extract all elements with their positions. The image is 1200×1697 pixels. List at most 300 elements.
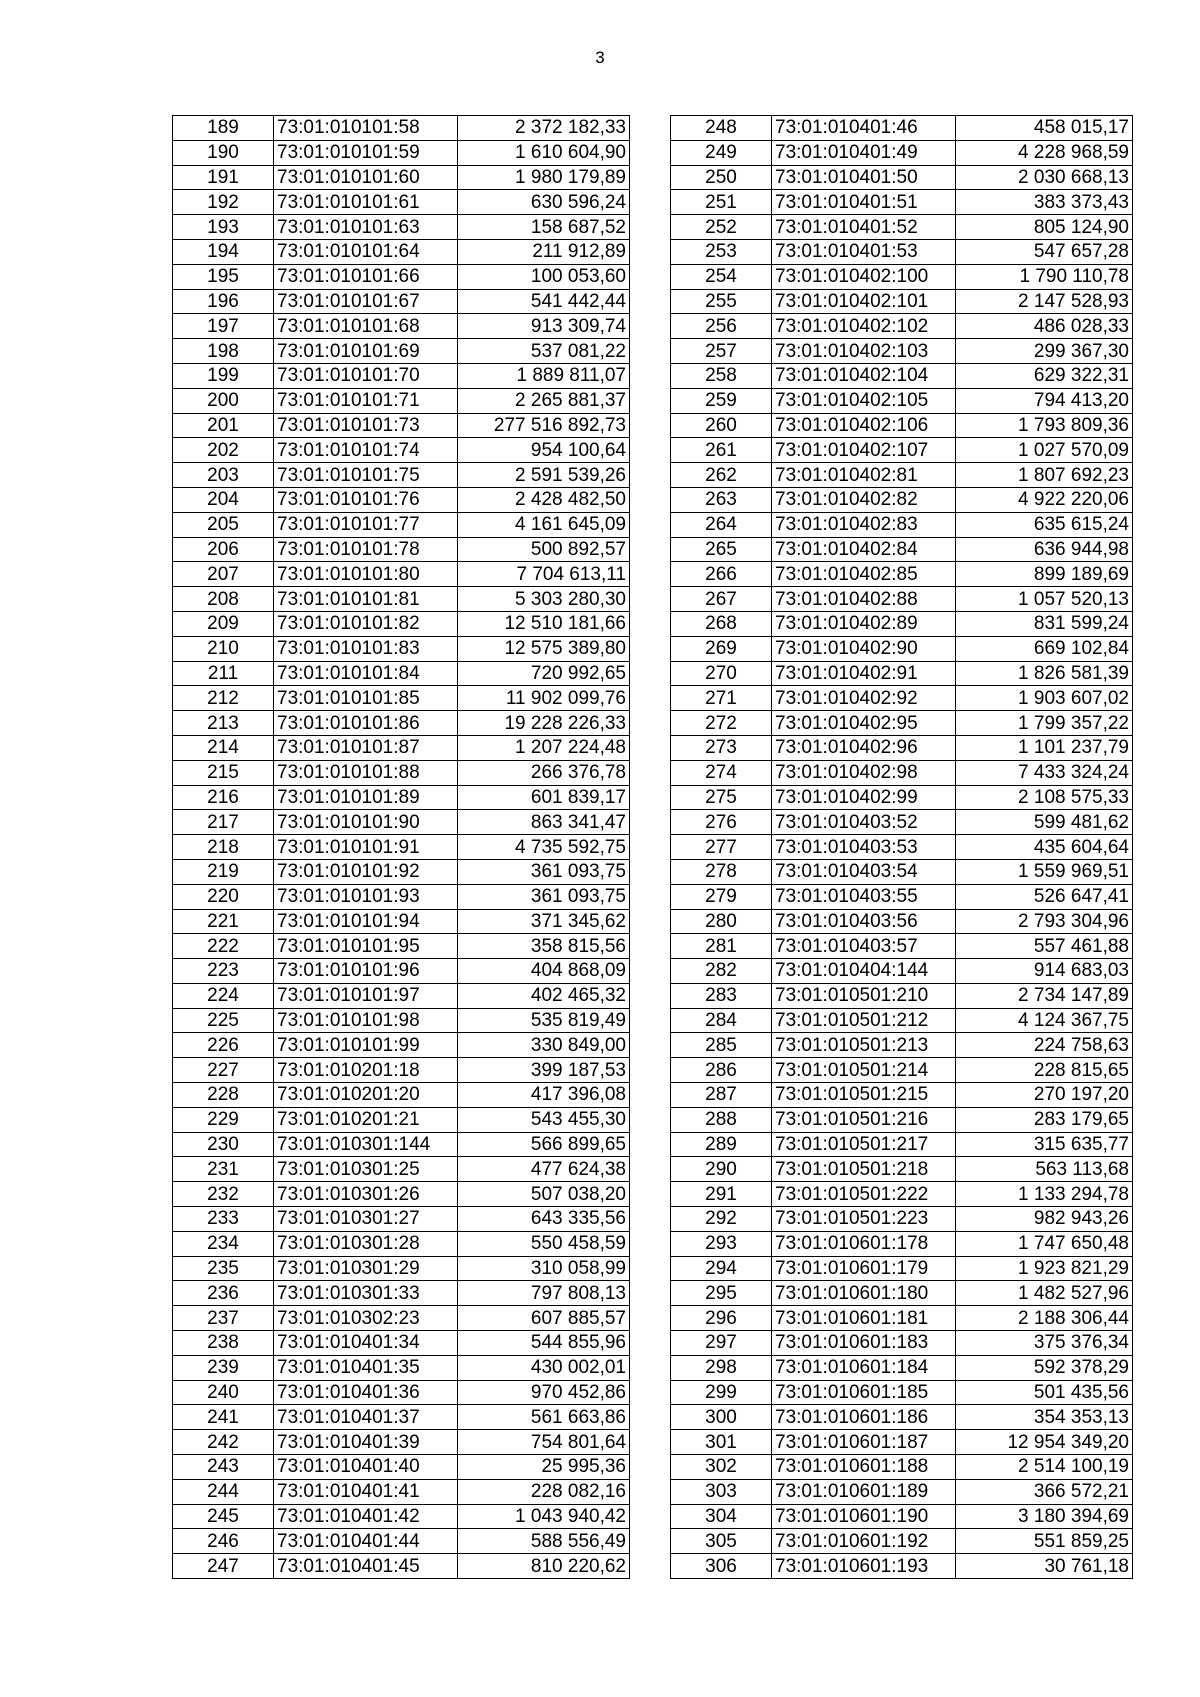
table-row (173, 611, 630, 636)
cadastral-number-cell: 73:01:010101:83 (274, 636, 458, 661)
cadastral-number-cell: 73:01:010101:75 (274, 463, 458, 488)
cadastral-number-cell: 73:01:010601:184 (772, 1355, 956, 1380)
table-row (671, 1008, 1133, 1033)
row-number-cell: 263 (671, 487, 772, 512)
cadastral-number-cell: 73:01:010101:61 (274, 190, 458, 215)
value-cell: 1 793 809,36 (956, 413, 1133, 438)
row-number-cell: 233 (173, 1207, 274, 1232)
value-cell: 1 027 570,09 (956, 438, 1133, 463)
row-number-cell: 288 (671, 1107, 772, 1132)
row-number-cell: 213 (173, 711, 274, 736)
row-number-cell: 250 (671, 165, 772, 190)
table-row (173, 1132, 630, 1157)
row-number-cell: 303 (671, 1479, 772, 1504)
cadastral-number-cell: 73:01:010601:178 (772, 1231, 956, 1256)
cadastral-number-cell: 73:01:010101:96 (274, 959, 458, 984)
value-cell: 2 030 668,13 (956, 165, 1133, 190)
row-number-cell: 264 (671, 512, 772, 537)
cadastral-number-cell: 73:01:010101:88 (274, 760, 458, 785)
value-cell: 458 015,17 (956, 116, 1133, 141)
value-cell: 1 923 821,29 (956, 1256, 1133, 1281)
value-cell: 19 228 226,33 (458, 711, 630, 736)
cadastral-number-cell: 73:01:010501:223 (772, 1207, 956, 1232)
table-row (671, 140, 1133, 165)
cadastral-number-cell: 73:01:010501:217 (772, 1132, 956, 1157)
value-cell: 4 228 968,59 (956, 140, 1133, 165)
cadastral-number-cell: 73:01:010501:215 (772, 1083, 956, 1108)
cadastral-number-cell: 73:01:010401:50 (772, 165, 956, 190)
row-number-cell: 299 (671, 1380, 772, 1405)
value-cell: 970 452,86 (458, 1380, 630, 1405)
table-row (671, 1380, 1133, 1405)
row-number-cell: 272 (671, 711, 772, 736)
value-cell: 402 465,32 (458, 983, 630, 1008)
row-number-cell: 298 (671, 1355, 772, 1380)
row-number-cell: 293 (671, 1231, 772, 1256)
value-cell: 12 510 181,66 (458, 611, 630, 636)
table-row (671, 884, 1133, 909)
cadastral-number-cell: 73:01:010601:192 (772, 1529, 956, 1554)
value-cell: 2 591 539,26 (458, 463, 630, 488)
row-number-cell: 246 (173, 1529, 274, 1554)
row-number-cell: 225 (173, 1008, 274, 1033)
row-number-cell: 300 (671, 1405, 772, 1430)
value-cell: 599 481,62 (956, 810, 1133, 835)
cadastral-number-cell: 73:01:010301:28 (274, 1231, 458, 1256)
cadastral-number-cell: 73:01:010501:214 (772, 1058, 956, 1083)
cadastral-number-cell: 73:01:010301:144 (274, 1132, 458, 1157)
row-number-cell: 278 (671, 859, 772, 884)
cadastral-number-cell: 73:01:010101:86 (274, 711, 458, 736)
table-row (173, 363, 630, 388)
cadastral-number-cell: 73:01:010403:57 (772, 934, 956, 959)
value-cell: 11 902 099,76 (458, 686, 630, 711)
cadastral-number-cell: 73:01:010101:64 (274, 239, 458, 264)
value-cell: 797 808,13 (458, 1281, 630, 1306)
cadastral-number-cell: 73:01:010403:53 (772, 835, 956, 860)
value-cell: 371 345,62 (458, 909, 630, 934)
value-cell: 158 687,52 (458, 215, 630, 240)
cadastral-number-cell: 73:01:010201:18 (274, 1058, 458, 1083)
value-cell: 277 516 892,73 (458, 413, 630, 438)
value-cell: 805 124,90 (956, 215, 1133, 240)
cadastral-number-cell: 73:01:010101:67 (274, 289, 458, 314)
table-row (173, 388, 630, 413)
cadastral-number-cell: 73:01:010101:71 (274, 388, 458, 413)
cadastral-number-cell: 73:01:010101:85 (274, 686, 458, 711)
table-row (671, 735, 1133, 760)
row-number-cell: 296 (671, 1306, 772, 1331)
table-row (173, 1008, 630, 1033)
row-number-cell: 214 (173, 735, 274, 760)
cadastral-number-cell: 73:01:010101:77 (274, 512, 458, 537)
table-row (173, 1058, 630, 1083)
row-number-cell: 242 (173, 1430, 274, 1455)
row-number-cell: 252 (671, 215, 772, 240)
row-number-cell: 285 (671, 1033, 772, 1058)
cadastral-number-cell: 73:01:010101:78 (274, 537, 458, 562)
value-cell: 561 663,86 (458, 1405, 630, 1430)
table-row (671, 438, 1133, 463)
value-cell: 643 335,56 (458, 1207, 630, 1232)
cadastral-number-cell: 73:01:010601:180 (772, 1281, 956, 1306)
table-row (173, 636, 630, 661)
table-row (671, 1182, 1133, 1207)
cadastral-number-cell: 73:01:010401:35 (274, 1355, 458, 1380)
row-number-cell: 297 (671, 1331, 772, 1356)
cadastral-number-cell: 73:01:010101:68 (274, 314, 458, 339)
cadastral-number-cell: 73:01:010402:90 (772, 636, 956, 661)
table-row (173, 413, 630, 438)
cadastral-table-left (172, 115, 630, 1579)
value-cell: 486 028,33 (956, 314, 1133, 339)
value-cell: 557 461,88 (956, 934, 1133, 959)
row-number-cell: 251 (671, 190, 772, 215)
row-number-cell: 260 (671, 413, 772, 438)
row-number-cell: 273 (671, 735, 772, 760)
row-number-cell: 216 (173, 785, 274, 810)
table-row (671, 835, 1133, 860)
row-number-cell: 238 (173, 1331, 274, 1356)
value-cell: 1 133 294,78 (956, 1182, 1133, 1207)
table-row (671, 537, 1133, 562)
cadastral-number-cell: 73:01:010101:91 (274, 835, 458, 860)
row-number-cell: 265 (671, 537, 772, 562)
row-number-cell: 305 (671, 1529, 772, 1554)
row-number-cell: 268 (671, 611, 772, 636)
row-number-cell: 286 (671, 1058, 772, 1083)
row-number-cell: 289 (671, 1132, 772, 1157)
row-number-cell: 209 (173, 611, 274, 636)
value-cell: 1 826 581,39 (956, 661, 1133, 686)
table-row (671, 190, 1133, 215)
table-row (671, 1058, 1133, 1083)
value-cell: 669 102,84 (956, 636, 1133, 661)
table-row (671, 909, 1133, 934)
cadastral-number-cell: 73:01:010402:92 (772, 686, 956, 711)
table-row (173, 1355, 630, 1380)
cadastral-number-cell: 73:01:010101:99 (274, 1033, 458, 1058)
row-number-cell: 279 (671, 884, 772, 909)
cadastral-number-cell: 73:01:010403:52 (772, 810, 956, 835)
row-number-cell: 245 (173, 1504, 274, 1529)
cadastral-number-cell: 73:01:010601:190 (772, 1504, 956, 1529)
value-cell: 863 341,47 (458, 810, 630, 835)
row-number-cell: 257 (671, 339, 772, 364)
table-row (671, 711, 1133, 736)
row-number-cell: 193 (173, 215, 274, 240)
table-row (671, 1355, 1133, 1380)
table-row (671, 239, 1133, 264)
cadastral-number-cell: 73:01:010301:33 (274, 1281, 458, 1306)
value-cell: 25 995,36 (458, 1455, 630, 1480)
row-number-cell: 228 (173, 1083, 274, 1108)
table-row (173, 487, 630, 512)
row-number-cell: 240 (173, 1380, 274, 1405)
table-row (173, 1306, 630, 1331)
cadastral-number-cell: 73:01:010101:63 (274, 215, 458, 240)
value-cell: 12 954 349,20 (956, 1430, 1133, 1455)
cadastral-number-cell: 73:01:010101:82 (274, 611, 458, 636)
row-number-cell: 221 (173, 909, 274, 934)
value-cell: 430 002,01 (458, 1355, 630, 1380)
table-row (671, 289, 1133, 314)
value-cell: 566 899,65 (458, 1132, 630, 1157)
row-number-cell: 280 (671, 909, 772, 934)
row-number-cell: 291 (671, 1182, 772, 1207)
value-cell: 2 147 528,93 (956, 289, 1133, 314)
table-row (173, 1157, 630, 1182)
value-cell: 541 442,44 (458, 289, 630, 314)
table-row (671, 314, 1133, 339)
table-row (671, 264, 1133, 289)
value-cell: 1 799 357,22 (956, 711, 1133, 736)
cadastral-number-cell: 73:01:010101:92 (274, 859, 458, 884)
value-cell: 270 197,20 (956, 1083, 1133, 1108)
value-cell: 2 188 306,44 (956, 1306, 1133, 1331)
table-row (173, 562, 630, 587)
table-row (671, 611, 1133, 636)
table-row (671, 1504, 1133, 1529)
value-cell: 2 793 304,96 (956, 909, 1133, 934)
row-number-cell: 255 (671, 289, 772, 314)
value-cell: 404 868,09 (458, 959, 630, 984)
value-cell: 228 815,65 (956, 1058, 1133, 1083)
row-number-cell: 306 (671, 1554, 772, 1579)
table-row (671, 1554, 1133, 1579)
table-row (173, 1207, 630, 1232)
value-cell: 2 734 147,89 (956, 983, 1133, 1008)
row-number-cell: 236 (173, 1281, 274, 1306)
row-number-cell: 198 (173, 339, 274, 364)
row-number-cell: 239 (173, 1355, 274, 1380)
table-row (671, 215, 1133, 240)
row-number-cell: 256 (671, 314, 772, 339)
value-cell: 914 683,03 (956, 959, 1133, 984)
value-cell: 375 376,34 (956, 1331, 1133, 1356)
cadastral-number-cell: 73:01:010401:52 (772, 215, 956, 240)
cadastral-number-cell: 73:01:010601:179 (772, 1256, 956, 1281)
value-cell: 526 647,41 (956, 884, 1133, 909)
cadastral-number-cell: 73:01:010101:74 (274, 438, 458, 463)
table-row (173, 983, 630, 1008)
value-cell: 607 885,57 (458, 1306, 630, 1331)
row-number-cell: 206 (173, 537, 274, 562)
cadastral-number-cell: 73:01:010101:80 (274, 562, 458, 587)
value-cell: 2 372 182,33 (458, 116, 630, 141)
value-cell: 954 100,64 (458, 438, 630, 463)
cadastral-number-cell: 73:01:010101:95 (274, 934, 458, 959)
value-cell: 899 189,69 (956, 562, 1133, 587)
cadastral-number-cell: 73:01:010402:106 (772, 413, 956, 438)
value-cell: 500 892,57 (458, 537, 630, 562)
table-row (173, 1479, 630, 1504)
row-number-cell: 274 (671, 760, 772, 785)
row-number-cell: 235 (173, 1256, 274, 1281)
table-row (671, 686, 1133, 711)
table-row (671, 487, 1133, 512)
cadastral-number-cell: 73:01:010201:20 (274, 1083, 458, 1108)
table-row (671, 983, 1133, 1008)
row-number-cell: 266 (671, 562, 772, 587)
table-row (671, 1331, 1133, 1356)
cadastral-number-cell: 73:01:010501:212 (772, 1008, 956, 1033)
page-number: 3 (595, 48, 605, 67)
row-number-cell: 290 (671, 1157, 772, 1182)
value-cell: 810 220,62 (458, 1554, 630, 1579)
row-number-cell: 302 (671, 1455, 772, 1480)
table-row (173, 934, 630, 959)
cadastral-number-cell: 73:01:010402:104 (772, 363, 956, 388)
value-cell: 4 161 645,09 (458, 512, 630, 537)
table-row (671, 760, 1133, 785)
row-number-cell: 275 (671, 785, 772, 810)
table-row (671, 1207, 1133, 1232)
row-number-cell: 247 (173, 1554, 274, 1579)
row-number-cell: 212 (173, 686, 274, 711)
value-cell: 477 624,38 (458, 1157, 630, 1182)
cadastral-number-cell: 73:01:010402:84 (772, 537, 956, 562)
row-number-cell: 218 (173, 835, 274, 860)
cadastral-number-cell: 73:01:010402:82 (772, 487, 956, 512)
value-cell: 399 187,53 (458, 1058, 630, 1083)
value-cell: 383 373,43 (956, 190, 1133, 215)
table-row (173, 1033, 630, 1058)
table-body-right (671, 116, 1133, 1579)
table-row (671, 1107, 1133, 1132)
row-number-cell: 220 (173, 884, 274, 909)
value-cell: 3 180 394,69 (956, 1504, 1133, 1529)
cadastral-number-cell: 73:01:010401:42 (274, 1504, 458, 1529)
value-cell: 30 761,18 (956, 1554, 1133, 1579)
cadastral-number-cell: 73:01:010302:23 (274, 1306, 458, 1331)
table-row (671, 562, 1133, 587)
table-row (671, 1083, 1133, 1108)
table-row (173, 1331, 630, 1356)
table-row (671, 1132, 1133, 1157)
value-cell: 551 859,25 (956, 1529, 1133, 1554)
row-number-cell: 281 (671, 934, 772, 959)
table-row (173, 239, 630, 264)
value-cell: 982 943,26 (956, 1207, 1133, 1232)
value-cell: 1 101 237,79 (956, 735, 1133, 760)
table-row (173, 735, 630, 760)
value-cell: 366 572,21 (956, 1479, 1133, 1504)
table-row (671, 1281, 1133, 1306)
row-number-cell: 210 (173, 636, 274, 661)
row-number-cell: 259 (671, 388, 772, 413)
table-row (671, 165, 1133, 190)
row-number-cell: 197 (173, 314, 274, 339)
table-row (671, 785, 1133, 810)
row-number-cell: 230 (173, 1132, 274, 1157)
cadastral-number-cell: 73:01:010403:55 (772, 884, 956, 909)
value-cell: 299 367,30 (956, 339, 1133, 364)
row-number-cell: 248 (671, 116, 772, 141)
value-cell: 1 207 224,48 (458, 735, 630, 760)
table-row (671, 413, 1133, 438)
table-row (173, 1380, 630, 1405)
table-row (173, 1430, 630, 1455)
table-row (671, 1479, 1133, 1504)
value-cell: 1 790 110,78 (956, 264, 1133, 289)
value-cell: 1 807 692,23 (956, 463, 1133, 488)
cadastral-number-cell: 73:01:010101:98 (274, 1008, 458, 1033)
row-number-cell: 231 (173, 1157, 274, 1182)
cadastral-number-cell: 73:01:010101:90 (274, 810, 458, 835)
row-number-cell: 270 (671, 661, 772, 686)
row-number-cell: 223 (173, 959, 274, 984)
table-body-left (173, 116, 630, 1579)
row-number-cell: 192 (173, 190, 274, 215)
cadastral-number-cell: 73:01:010101:87 (274, 735, 458, 760)
table-row (173, 835, 630, 860)
value-cell: 592 378,29 (956, 1355, 1133, 1380)
cadastral-number-cell: 73:01:010201:21 (274, 1107, 458, 1132)
value-cell: 601 839,17 (458, 785, 630, 810)
row-number-cell: 203 (173, 463, 274, 488)
cadastral-number-cell: 73:01:010101:94 (274, 909, 458, 934)
cadastral-number-cell: 73:01:010402:85 (772, 562, 956, 587)
value-cell: 630 596,24 (458, 190, 630, 215)
row-number-cell: 261 (671, 438, 772, 463)
value-cell: 1 889 811,07 (458, 363, 630, 388)
table-row (173, 959, 630, 984)
row-number-cell: 199 (173, 363, 274, 388)
value-cell: 4 124 367,75 (956, 1008, 1133, 1033)
table-row (173, 760, 630, 785)
row-number-cell: 244 (173, 1479, 274, 1504)
row-number-cell: 232 (173, 1182, 274, 1207)
cadastral-number-cell: 73:01:010402:98 (772, 760, 956, 785)
value-cell: 435 604,64 (956, 835, 1133, 860)
cadastral-number-cell: 73:01:010402:88 (772, 587, 956, 612)
row-number-cell: 229 (173, 1107, 274, 1132)
row-number-cell: 249 (671, 140, 772, 165)
cadastral-number-cell: 73:01:010401:37 (274, 1405, 458, 1430)
value-cell: 5 303 280,30 (458, 587, 630, 612)
table-row (173, 1455, 630, 1480)
cadastral-number-cell: 73:01:010401:46 (772, 116, 956, 141)
cadastral-number-cell: 73:01:010101:76 (274, 487, 458, 512)
value-cell: 1 610 604,90 (458, 140, 630, 165)
cadastral-number-cell: 73:01:010401:36 (274, 1380, 458, 1405)
table-row (671, 1430, 1133, 1455)
value-cell: 1 559 969,51 (956, 859, 1133, 884)
table-row (173, 1405, 630, 1430)
value-cell: 543 455,30 (458, 1107, 630, 1132)
table-row (173, 264, 630, 289)
table-row (671, 934, 1133, 959)
table-row (671, 1256, 1133, 1281)
cadastral-number-cell: 73:01:010101:97 (274, 983, 458, 1008)
row-number-cell: 219 (173, 859, 274, 884)
table-row (671, 339, 1133, 364)
table-row (671, 1529, 1133, 1554)
value-cell: 7 433 324,24 (956, 760, 1133, 785)
row-number-cell: 201 (173, 413, 274, 438)
cadastral-number-cell: 73:01:010101:84 (274, 661, 458, 686)
table-row (173, 1107, 630, 1132)
value-cell: 1 057 520,13 (956, 587, 1133, 612)
table-row (173, 512, 630, 537)
row-number-cell: 262 (671, 463, 772, 488)
table-row (173, 1504, 630, 1529)
table-row (671, 636, 1133, 661)
cadastral-number-cell: 73:01:010601:188 (772, 1455, 956, 1480)
row-number-cell: 200 (173, 388, 274, 413)
value-cell: 507 038,20 (458, 1182, 630, 1207)
